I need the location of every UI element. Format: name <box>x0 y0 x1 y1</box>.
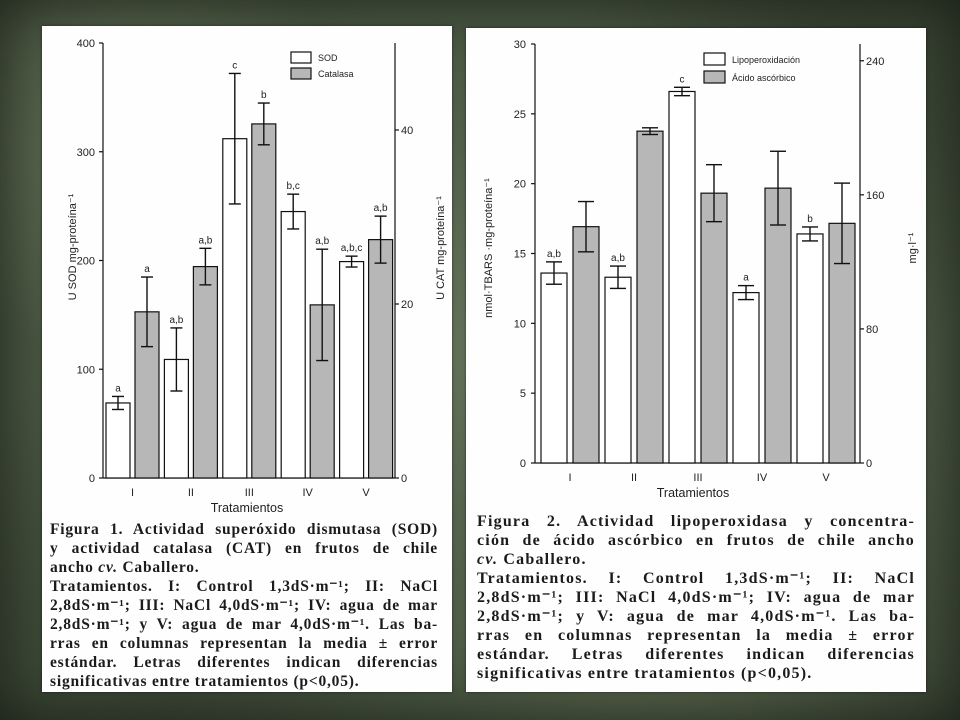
caption-line-5: 2,8dS·m⁻¹; III: NaCl 4,0dS·m⁻¹; IV: agua de mar <box>50 597 438 614</box>
caption-line-6: 2,8dS·m⁻¹; y V: agua de mar 4,0dS·m⁻¹. Las ba- <box>477 608 915 625</box>
y-tick-label-right: 160 <box>866 189 885 202</box>
caption-line-1: Figura 2. Actividad lipoperoxidasa y concentra- <box>477 513 915 530</box>
x-tick-label: III <box>693 472 703 484</box>
bar-catalasa-ii <box>193 267 217 478</box>
caption-text: Caballero. <box>498 551 587 568</box>
caption-line-5: 2,8dS·m⁻¹; III: NaCl 4,0dS·m⁻¹; IV: agua de mar <box>477 589 915 606</box>
figure-1-caption <box>50 520 438 691</box>
caption-line-9: significativas entre tratamientos (p<0,05). <box>477 665 813 682</box>
y-tick-label-right: 0 <box>401 473 408 485</box>
significance-letter-lipoperoxidacion-iv: a <box>743 272 749 284</box>
y-tick-label-left: 0 <box>88 473 95 485</box>
y-tick-label-left: 25 <box>513 108 526 121</box>
bar-acido-ascorbico-iv <box>765 188 791 463</box>
significance-letter-catalasa-ii: a,b <box>198 235 213 247</box>
y-tick-label-left: 300 <box>76 146 95 159</box>
significance-letter-sod-v: a,b,c <box>340 243 363 255</box>
y-tick-label-right: 240 <box>866 55 885 68</box>
figure-1-panel <box>42 26 452 692</box>
significance-letter-catalasa-iv: a,b <box>315 236 330 248</box>
y-tick-label-left: 10 <box>513 318 526 331</box>
bar-acido-ascorbico-i <box>573 227 599 463</box>
significance-letter-lipoperoxidacion-i: a,b <box>547 248 561 260</box>
bar-lipoperoxidacion-v <box>797 234 823 463</box>
x-axis-title: Tratamientos <box>210 501 284 515</box>
legend-swatch-catalasa <box>291 68 311 79</box>
caption-text: ancho <box>50 559 99 576</box>
x-tick-label: I <box>130 487 135 499</box>
legend-label-sod: SOD <box>318 53 338 63</box>
x-tick-label: V <box>822 472 830 484</box>
x-tick-label: IV <box>756 472 768 484</box>
x-tick-label: V <box>362 487 370 499</box>
bar-lipoperoxidacion-i <box>541 273 567 463</box>
caption-text: Caballero. <box>117 559 200 576</box>
significance-letter-sod-iii: c <box>232 60 238 72</box>
y-tick-label-left: 30 <box>513 39 526 51</box>
legend-swatch-lipoperoxidacion <box>704 53 725 65</box>
significance-letter-sod-i: a <box>115 383 121 395</box>
caption-line-7: rras en columnas representan la media ± error <box>50 635 438 652</box>
legend-label-lipoperoxidacion: Lipoperoxidación <box>732 55 801 65</box>
y-axis-title-left: U SOD mg-proteína⁻¹ <box>67 193 79 301</box>
y-axis-title-right: mg·l⁻¹ <box>907 232 919 264</box>
caption-line-4: Tratamientos. I: Control 1,3dS·m⁻¹; II: NaCl <box>477 570 915 587</box>
significance-letter-catalasa-iii: b <box>261 90 267 102</box>
figure-1-chart <box>42 26 452 520</box>
x-tick-label: IV <box>302 487 313 499</box>
x-axis-title: Tratamientos <box>656 486 730 500</box>
y-axis-title-right: U CAT mg-proteína⁻¹ <box>435 196 447 300</box>
caption-line-7: rras en columnas representan la media ± error <box>477 627 915 644</box>
caption-line-2: y actividad catalasa (CAT) en frutos de chile <box>50 540 438 557</box>
bar-catalasa-iii <box>252 124 276 478</box>
caption-line-3 <box>50 558 438 577</box>
legend-swatch-acido-ascorbico <box>704 71 725 83</box>
bar-lipoperoxidacion-iv <box>733 293 759 463</box>
caption-line-8: estándar. Letras diferentes indican diferencias <box>477 646 915 663</box>
legend-label-catalasa: Catalasa <box>318 69 354 79</box>
caption-line-3 <box>477 550 915 569</box>
figure-2-chart <box>466 28 926 510</box>
y-tick-label-left: 0 <box>519 458 526 470</box>
bar-acido-ascorbico-iii <box>701 193 727 463</box>
y-tick-label-right: 80 <box>866 323 879 336</box>
bar-acido-ascorbico-ii <box>637 131 663 463</box>
y-tick-label-left: 200 <box>76 255 95 268</box>
y-tick-label-right: 40 <box>401 125 414 137</box>
caption-line-9: significativas entre tratamientos (p<0,05). <box>50 673 360 690</box>
y-tick-label-left: 15 <box>513 248 526 261</box>
bar-lipoperoxidacion-ii <box>605 277 631 463</box>
bar-catalasa-v <box>369 240 393 478</box>
cultivar-abbreviation: cv. <box>477 551 499 568</box>
y-tick-label-right: 20 <box>401 299 414 311</box>
y-axis-title-left: nmol·TBARS ·mg-proteína⁻¹ <box>483 178 495 318</box>
caption-line-6: 2,8dS·m⁻¹; y V: agua de mar 4,0dS·m⁻¹. Las ba- <box>50 616 438 633</box>
caption-line-4: Tratamientos. I: Control 1,3dS·m⁻¹; II: NaCl <box>50 578 438 595</box>
significance-letter-catalasa-i: a <box>144 264 150 276</box>
legend-label-acido-ascorbico: Ácido ascórbico <box>732 73 796 83</box>
cultivar-abbreviation: cv. <box>98 559 118 576</box>
significance-letter-lipoperoxidacion-ii: a,b <box>611 253 625 265</box>
bar-sod-v <box>340 262 364 478</box>
significance-letter-catalasa-v: a,b <box>373 203 388 215</box>
figure-2-panel <box>466 28 926 692</box>
x-tick-label: III <box>244 487 254 499</box>
caption-line-1: Figura 1. Actividad superóxido dismutasa (SOD) <box>50 521 438 538</box>
bar-lipoperoxidacion-iii <box>669 91 695 463</box>
y-tick-label-left: 5 <box>519 388 526 401</box>
y-tick-label-left: 100 <box>76 364 95 377</box>
caption-line-8: estándar. Letras diferentes indican diferencias <box>50 654 438 671</box>
caption-line-2: ción de ácido ascórbico en frutos de chile ancho <box>477 532 915 549</box>
figure-2-caption <box>477 512 915 683</box>
y-tick-label-right: 0 <box>866 458 873 470</box>
bar-sod-iv <box>281 212 305 478</box>
x-tick-label: I <box>568 472 572 484</box>
x-tick-label: II <box>187 487 194 499</box>
legend-swatch-sod <box>291 52 311 63</box>
bar-sod-i <box>106 403 130 478</box>
x-tick-label: II <box>630 472 638 484</box>
y-tick-label-left: 400 <box>76 38 95 50</box>
significance-letter-sod-ii: a,b <box>169 314 184 326</box>
significance-letter-sod-iv: b,c <box>286 181 300 193</box>
y-tick-label-left: 20 <box>513 178 526 191</box>
significance-letter-lipoperoxidacion-iii: c <box>679 74 685 86</box>
significance-letter-lipoperoxidacion-v: b <box>807 213 813 225</box>
